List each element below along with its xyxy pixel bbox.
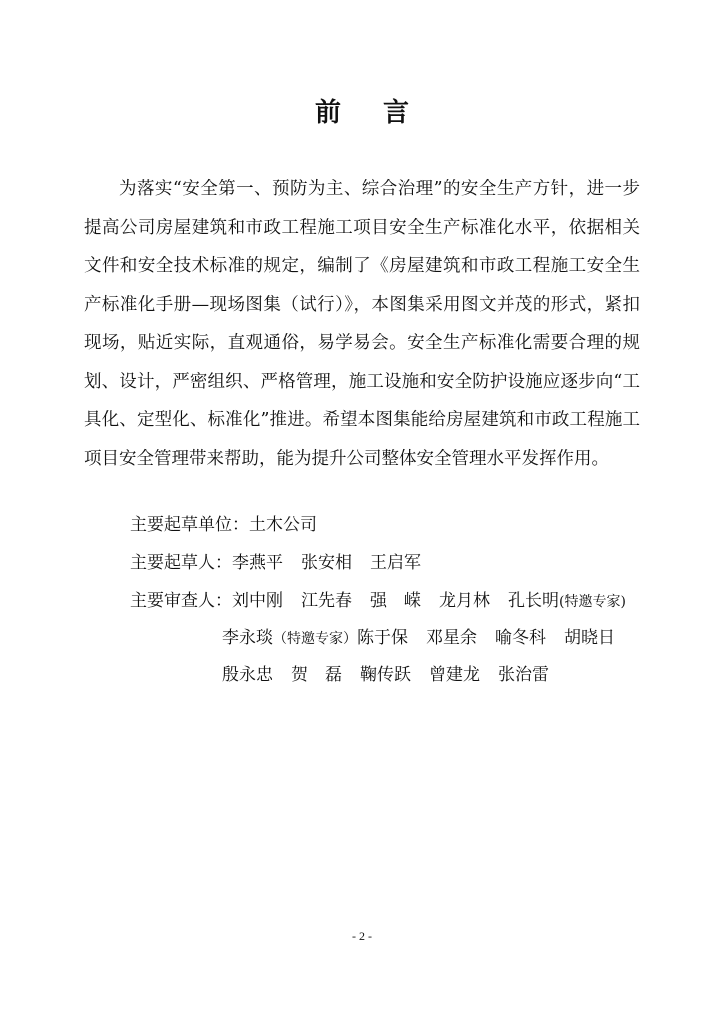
reviewer-name: 张治雷 — [498, 665, 549, 685]
drafter-name: 王启军 — [370, 553, 421, 573]
drafters-line — [130, 552, 421, 574]
reviewer-name: 喻冬科 — [495, 628, 546, 648]
reviewer-name: 贺 磊 — [291, 665, 342, 685]
page-number: - 2 - — [352, 929, 372, 943]
reviewer-name: 鞠传跃 — [360, 665, 411, 685]
reviewers-line-1 — [130, 590, 626, 613]
special-expert-note: (特邀专家) — [559, 594, 626, 610]
drafter-name: 李燕平 — [232, 553, 283, 573]
reviewer-name: 殷永忠 — [222, 665, 273, 685]
reviewers-label: 主要审查人： — [130, 591, 232, 611]
drafting-unit: 土木公司 — [249, 515, 317, 535]
reviewer-name: 曾建龙 — [429, 665, 480, 685]
reviewer-name: 邓星余 — [426, 628, 477, 648]
special-expert-note: （特邀专家） — [273, 631, 357, 647]
title-char-2: 言 — [383, 98, 410, 128]
page-title — [0, 92, 724, 129]
reviewer-name: 李永琰 — [222, 628, 273, 648]
reviewer-name: 陈于保 — [357, 628, 408, 648]
drafting-unit-line — [130, 514, 317, 536]
reviewer-name: 孔长明 — [508, 591, 559, 611]
reviewer-name: 江先春 — [301, 591, 352, 611]
drafter-name: 张安相 — [301, 553, 352, 573]
reviewer-name: 龙月林 — [439, 591, 490, 611]
reviewers-line-2 — [222, 627, 615, 650]
reviewers-line-3 — [222, 664, 549, 686]
reviewer-name: 胡晓日 — [564, 628, 615, 648]
reviewer-name: 强 嵘 — [370, 591, 421, 611]
drafting-unit-label: 主要起草单位： — [130, 515, 249, 535]
preface-body: 为落实“安全第一、预防为主、综合治理”的安全生产方针，进一步提高公司房屋建筑和市政工程施工项目安全生产标准化水平，依据相关文件和安全技术标准的规定，编制了《房屋建筑和市政工程施工安全生产标准化手册—现场图集（试行）》，本图集采用图文并茂的形式，紧扣现场，贴近实际，直观通俗，易学易会。安全生产标准化需要合理的规划、设计，严密组织、严格管理，施工设施和安全防护设施应逐步向“工具化、定型化、标准化”推进。希望本图集能给房屋建筑和市政工程施工项目安全管理带来帮助，能为提升公司整体安全管理水平发挥作用。 — [84, 179, 640, 469]
drafters-label: 主要起草人： — [130, 553, 232, 573]
reviewer-name: 刘中刚 — [232, 591, 283, 611]
title-char-1: 前 — [314, 98, 341, 128]
